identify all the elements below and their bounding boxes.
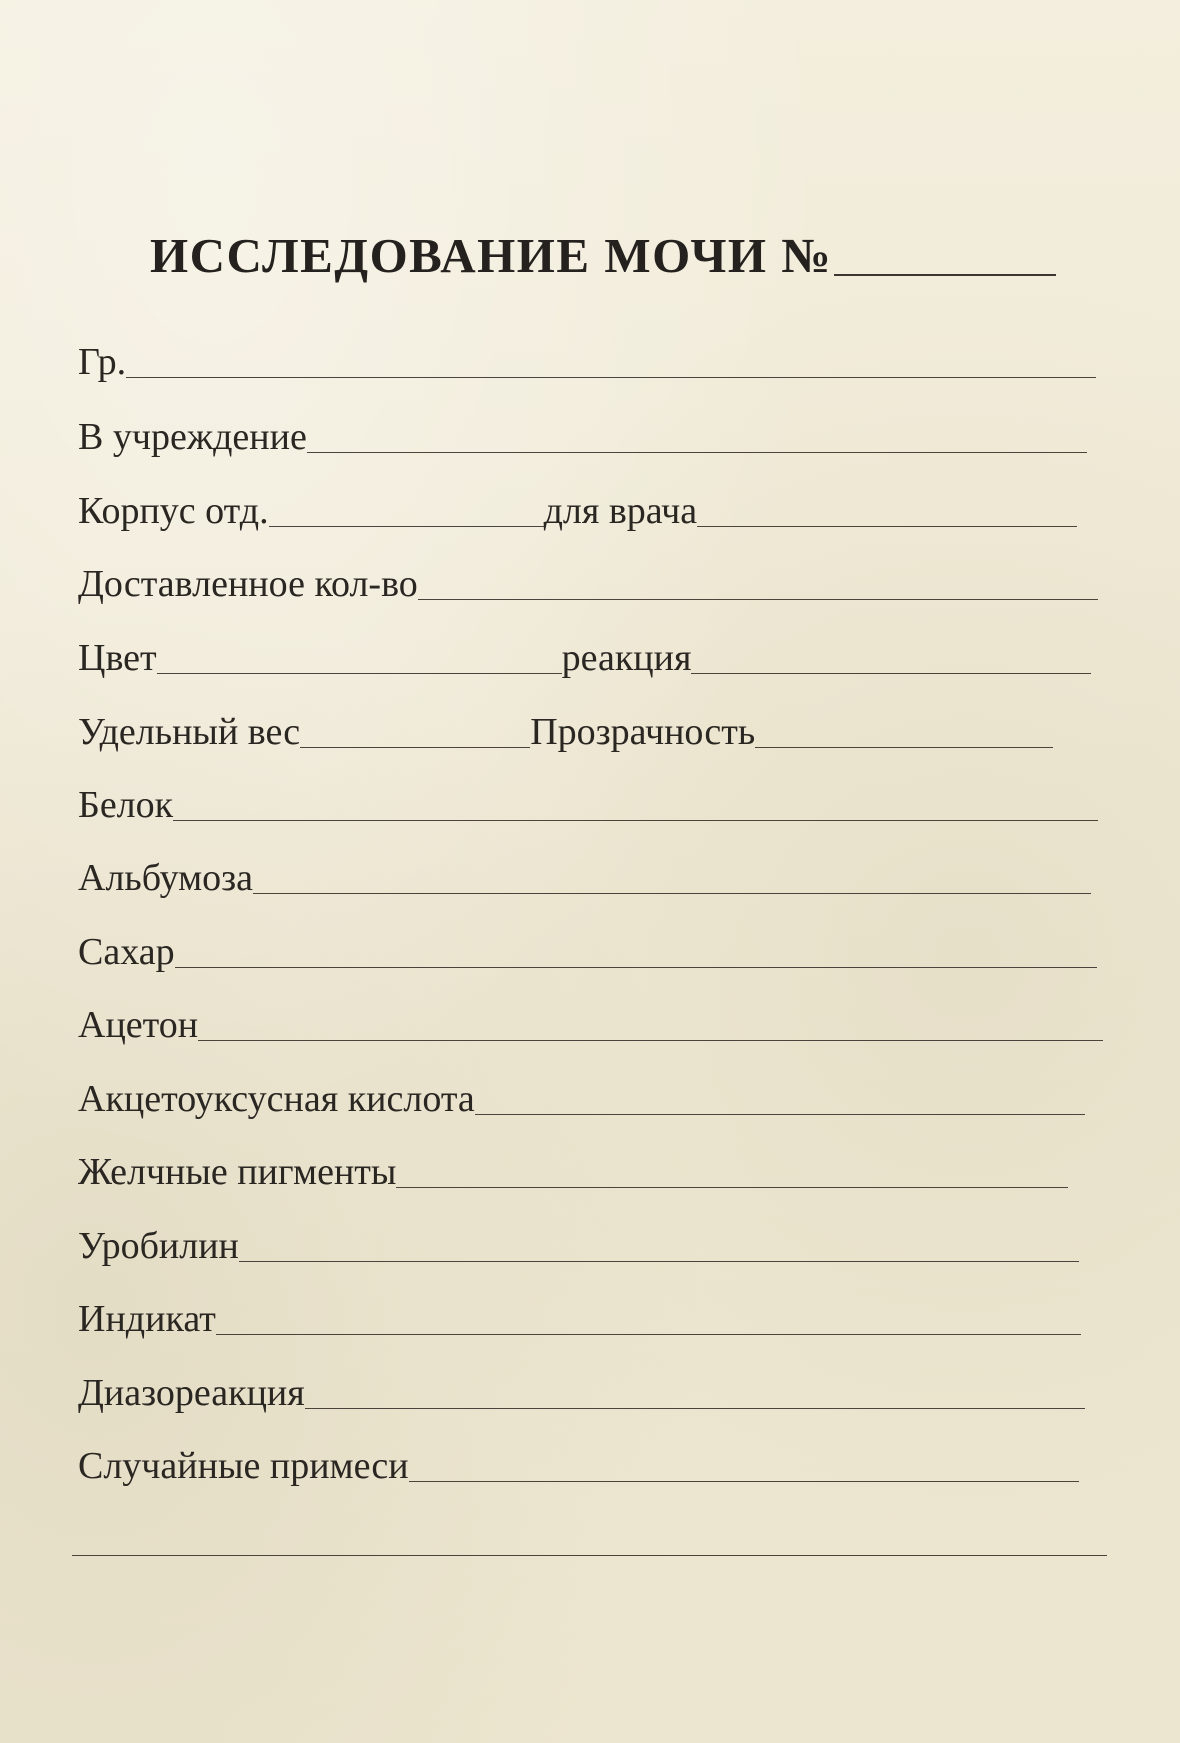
field-row-acetone [78, 998, 1103, 1046]
field-blank-quantity[interactable] [418, 598, 1098, 600]
field-label-indican: Индикат [78, 1298, 216, 1340]
field-label-doctor: для врача [543, 490, 698, 532]
field-blank-reaction[interactable] [691, 672, 1091, 674]
field-blank-impurities[interactable] [409, 1480, 1079, 1482]
field-label-building: Корпус отд. [78, 490, 269, 532]
field-blank-bile-pigments[interactable] [396, 1186, 1068, 1188]
field-label-sugar: Сахар [78, 931, 175, 973]
field-label-acetone: Ацетон [78, 1004, 199, 1046]
field-label-protein: Белок [78, 784, 174, 826]
field-row-color-reaction [78, 631, 1091, 679]
field-label-bile-pigments: Желчные пигменты [78, 1151, 397, 1193]
field-row-protein [78, 778, 1098, 826]
form-number-blank[interactable] [834, 273, 1056, 276]
field-label-gravity: Удельный вес [78, 711, 301, 753]
field-row-albumose [78, 851, 1091, 899]
field-blank-albumose[interactable] [253, 892, 1091, 894]
field-row-impurities [78, 1439, 1079, 1487]
field-row-quantity [78, 557, 1098, 605]
field-label-urobilin: Уробилин [78, 1225, 239, 1267]
field-row-bile-pigments [78, 1145, 1068, 1193]
field-blank-protein[interactable] [173, 819, 1098, 821]
field-blank-patient[interactable] [126, 376, 1096, 378]
field-label-reaction: реакция [561, 637, 692, 679]
field-row-diazoreaction [78, 1366, 1085, 1414]
field-row-sugar [78, 925, 1097, 973]
field-row-institution [78, 410, 1087, 458]
field-blank-sugar[interactable] [175, 966, 1097, 968]
field-blank-acetoacetic-acid[interactable] [475, 1113, 1085, 1115]
field-label-quantity: Доставленное кол-во [78, 563, 418, 605]
field-blank-doctor[interactable] [697, 525, 1077, 527]
field-label-clarity: Прозрачность [530, 711, 756, 753]
form-title [150, 210, 1056, 283]
field-row-acetoacetic-acid [78, 1072, 1085, 1120]
field-row-building-doctor [78, 484, 1077, 532]
field-label-diazoreaction: Диазореакция [78, 1372, 305, 1414]
field-blank-building[interactable] [269, 525, 544, 527]
field-label-color: Цвет [78, 637, 157, 679]
field-blank-institution[interactable] [307, 451, 1087, 453]
field-blank-diazoreaction[interactable] [305, 1407, 1085, 1409]
field-row-patient [78, 335, 1096, 383]
extra-blank-line[interactable] [72, 1554, 1107, 1556]
field-blank-indican[interactable] [216, 1333, 1081, 1335]
field-blank-urobilin[interactable] [239, 1260, 1079, 1262]
field-blank-color[interactable] [157, 672, 562, 674]
field-label-albumose: Альбумоза [78, 857, 254, 899]
field-blank-acetone[interactable] [198, 1039, 1103, 1041]
field-row-indican [78, 1292, 1081, 1340]
field-blank-gravity[interactable] [300, 746, 530, 748]
field-label-institution: В учреждение [78, 416, 307, 458]
field-row-urobilin [78, 1219, 1079, 1267]
field-label-impurities: Случайные примеси [78, 1445, 409, 1487]
field-blank-clarity[interactable] [755, 746, 1053, 748]
field-label-acetoacetic-acid: Акцетоуксусная кислота [78, 1078, 475, 1120]
form-title-text: ИССЛЕДОВАНИЕ МОЧИ № [150, 228, 833, 283]
field-row-gravity-clarity [78, 705, 1053, 753]
field-label-patient: Гр. [78, 341, 127, 383]
